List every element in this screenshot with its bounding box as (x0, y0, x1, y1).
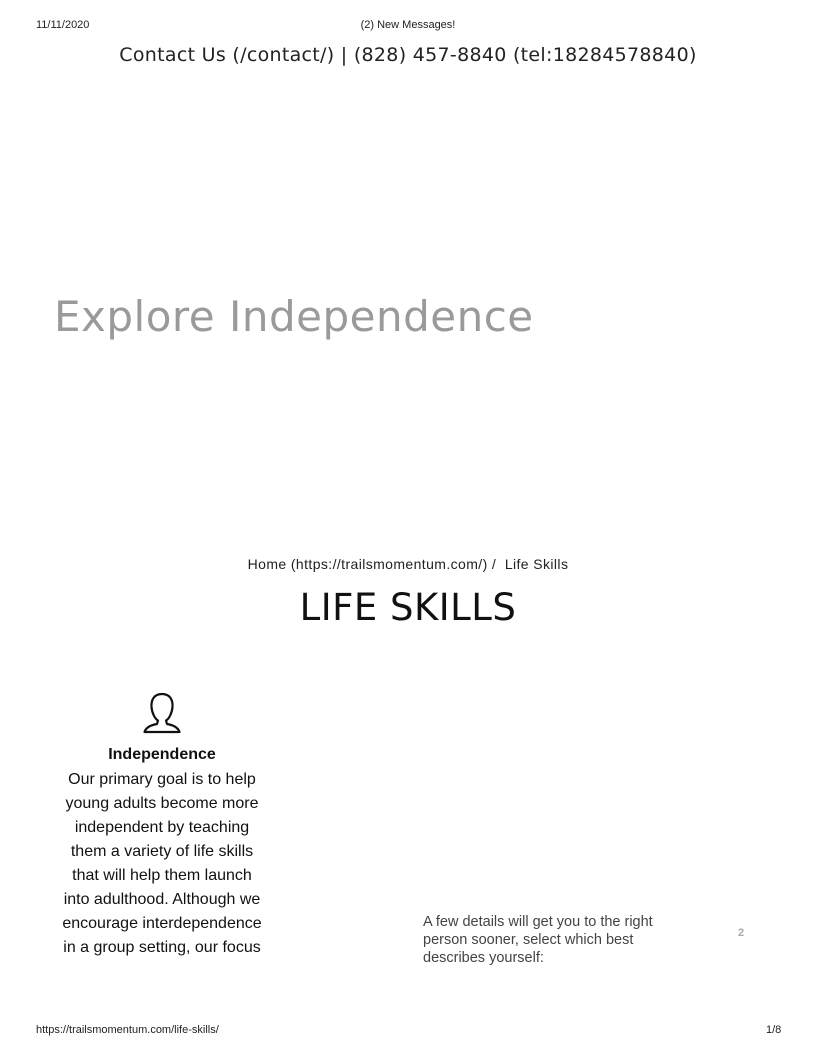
hero-title: Explore Independence (54, 292, 534, 341)
breadcrumb-home-link[interactable]: Home (https://trailsmomentum.com/) / (247, 556, 497, 572)
print-footer-url: https://trailsmomentum.com/life-skills/ (36, 1024, 219, 1036)
print-date: 11/11/2020 (36, 19, 90, 31)
print-page-title: (2) New Messages! (360, 19, 456, 31)
page-heading: LIFE SKILLS (299, 586, 517, 629)
contact-bar[interactable]: Contact Us (/contact/) | (828) 457-8840 (tel:18284578840) (119, 44, 697, 66)
form-prompt: A few details will get you to the right person sooner, select which best describes yourself: (423, 914, 653, 966)
feature-body-container (62, 768, 262, 1018)
print-page-number: 1/8 (766, 1024, 782, 1036)
breadcrumb (0, 556, 816, 572)
breadcrumb-current: Life Skills (504, 556, 569, 572)
form-step-number: 2 (738, 927, 745, 939)
feature-title: Independence (108, 746, 216, 763)
feature-body: Our primary goal is to help young adults become more independent by teaching them a variety of life skills that will help them launch into adulthood. Although we encourage interdependence in a group setting, our focus (62, 771, 262, 956)
person-icon (138, 690, 186, 738)
